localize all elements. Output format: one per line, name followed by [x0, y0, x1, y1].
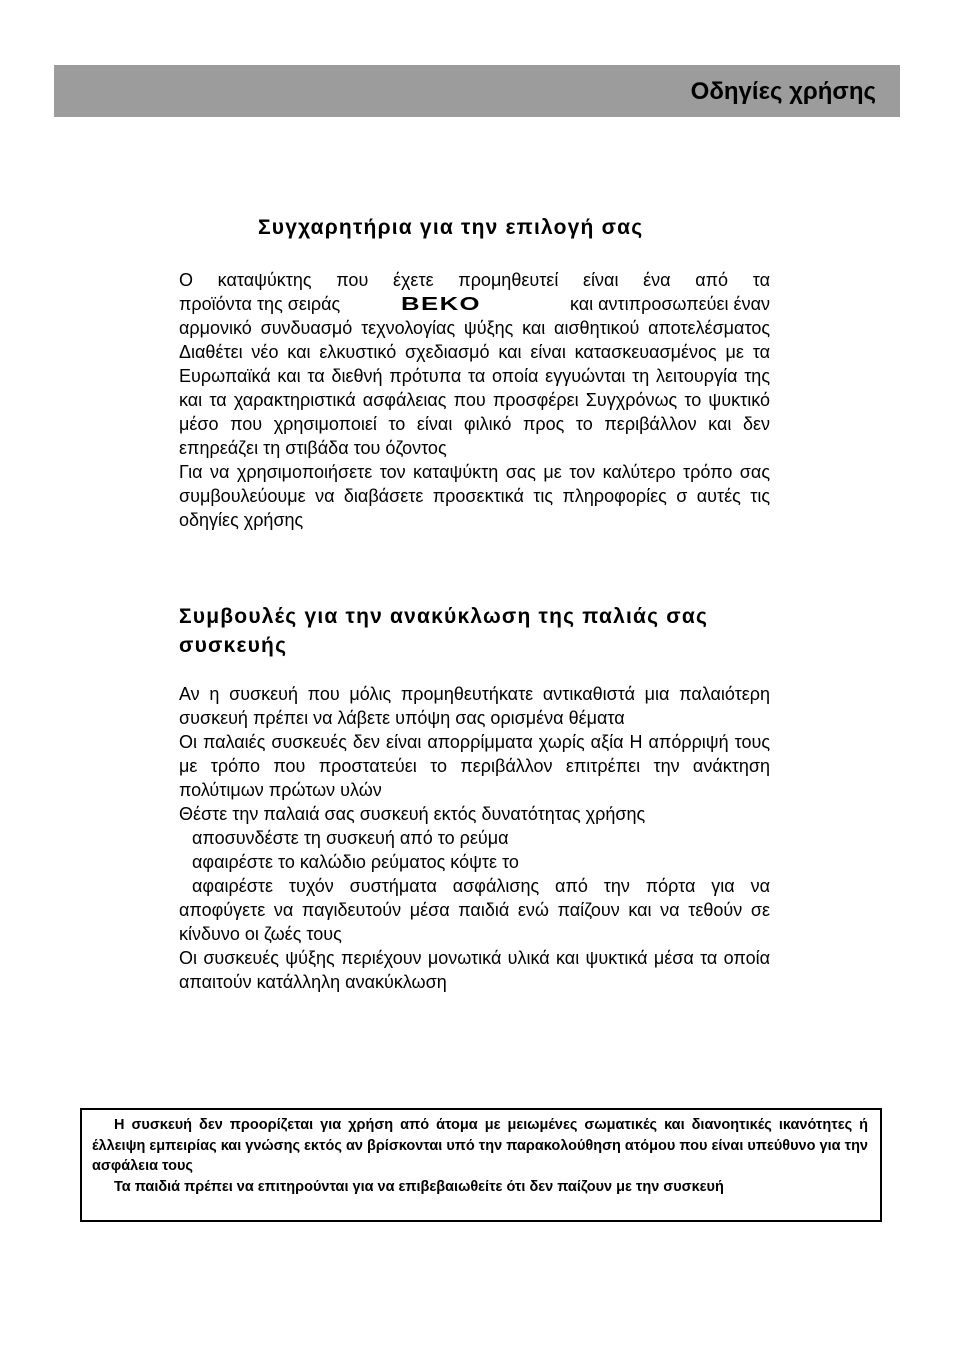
intro-rest: αρμονικό συνδυασμό τεχνολογίας ψύξης και αισθητικού αποτελέσματος Διαθέτει νέο και ελκυστικό σχεδιασμό και είναι κατασκευασμένος με τα Ευρωπαϊκά και τα διεθνή πρότυπα τα οποία εγγυώνται τη λειτουργία της και τα χαρακτηριστικά ασφάλειας που προσφέρει Συγχρόνως το ψυκτικό μέσο που χρησιμοποιεί το είναι φιλικό προς το περιβάλλον και δεν επηρεάζει τη στιβάδα του όζοντος: [179, 318, 770, 458]
intro-paragraph: [179, 268, 770, 532]
header-bar: [54, 65, 900, 117]
intro-usage-paragraph: Για να χρησιμοποιήσετε τον καταψύκτη σας με τον καλύτερο τρόπο σας συμβουλεύουμε να διαβάσετε προσεκτικά τις πληροφορίες σ αυτές τις οδηγίες χρήσης: [179, 462, 770, 530]
section-heading-congratulations: Συγχαρητήρια για την επιλογή σας: [258, 216, 644, 239]
page-title: Οδηγίες χρήσης: [690, 78, 876, 105]
recycling-p3: Θέστε την παλαιά σας συσκευή εκτός δυνατότητας χρήσης: [179, 804, 646, 824]
recycling-step-cable: αφαιρέστε το καλώδιο ρεύματος κόψτε το: [192, 852, 519, 872]
intro-text-before-logo: προϊόντα της σειράς: [179, 294, 341, 314]
beko-logo: [401, 296, 481, 312]
recycling-step-unplug: αποσυνδέστε τη συσκευή από το ρεύμα: [192, 828, 509, 848]
beko-logo-text: BEKO: [401, 296, 482, 312]
recycling-paragraph: [179, 682, 770, 994]
recycling-p4: Οι συσκευές ψύξης περιέχουν μονωτικά υλικά και ψυκτικά μέσα τα οποία απαιτούν κατάλληλη ανακύκλωση: [179, 948, 770, 992]
recycling-step-locks: αφαιρέστε τυχόν συστήματα ασφάλισης από την πόρτα για να αποφύγετε να παγιδευτούν μέσα παιδιά ενώ παίζουν και να τεθούν σε κίνδυνο οι ζωές τους: [179, 876, 770, 944]
intro-line-2: [179, 292, 770, 316]
safety-notice-p2: Τα παιδιά πρέπει να επιτηρούνται για να επιβεβαιωθείτε ότι δεν παίζουν με την συσκευή: [114, 1178, 724, 1195]
section-heading-recycling: Συμβουλές για την ανακύκλωση της παλιάς σας συσκευής: [179, 605, 709, 657]
intro-text-after-logo: και αντιπροσωπεύει έναν: [569, 294, 770, 314]
safety-notice-box: [80, 1108, 882, 1222]
intro-line-1: Ο καταψύκτης που έχετε προμηθευτεί είναι ένα από τα: [179, 270, 770, 290]
recycling-p1: Αν η συσκευή που μόλις προμηθευτήκατε αντικαθιστά μια παλαιότερη συσκευή πρέπει να λάβετε υπόψη σας ορισμένα θέματα: [179, 684, 770, 728]
recycling-p2: Οι παλαιές συσκευές δεν είναι απορρίμματα χωρίς αξία Η απόρριψή τους με τρόπο που προστατεύει το περιβάλλον επιτρέπει την ανάκτηση πολύτιμων πρώτων υλών: [179, 732, 770, 800]
safety-notice-p1: Η συσκευή δεν προορίζεται για χρήση από άτομα με μειωμένες σωματικές και διανοητικές ικανότητες ή έλλειψη εμπειρίας και γνώσης εκτός αν βρίσκονται υπό την παρακολούθηση ατόμου που είναι υπεύθυνο για την ασφάλεια τους: [92, 1117, 868, 1174]
